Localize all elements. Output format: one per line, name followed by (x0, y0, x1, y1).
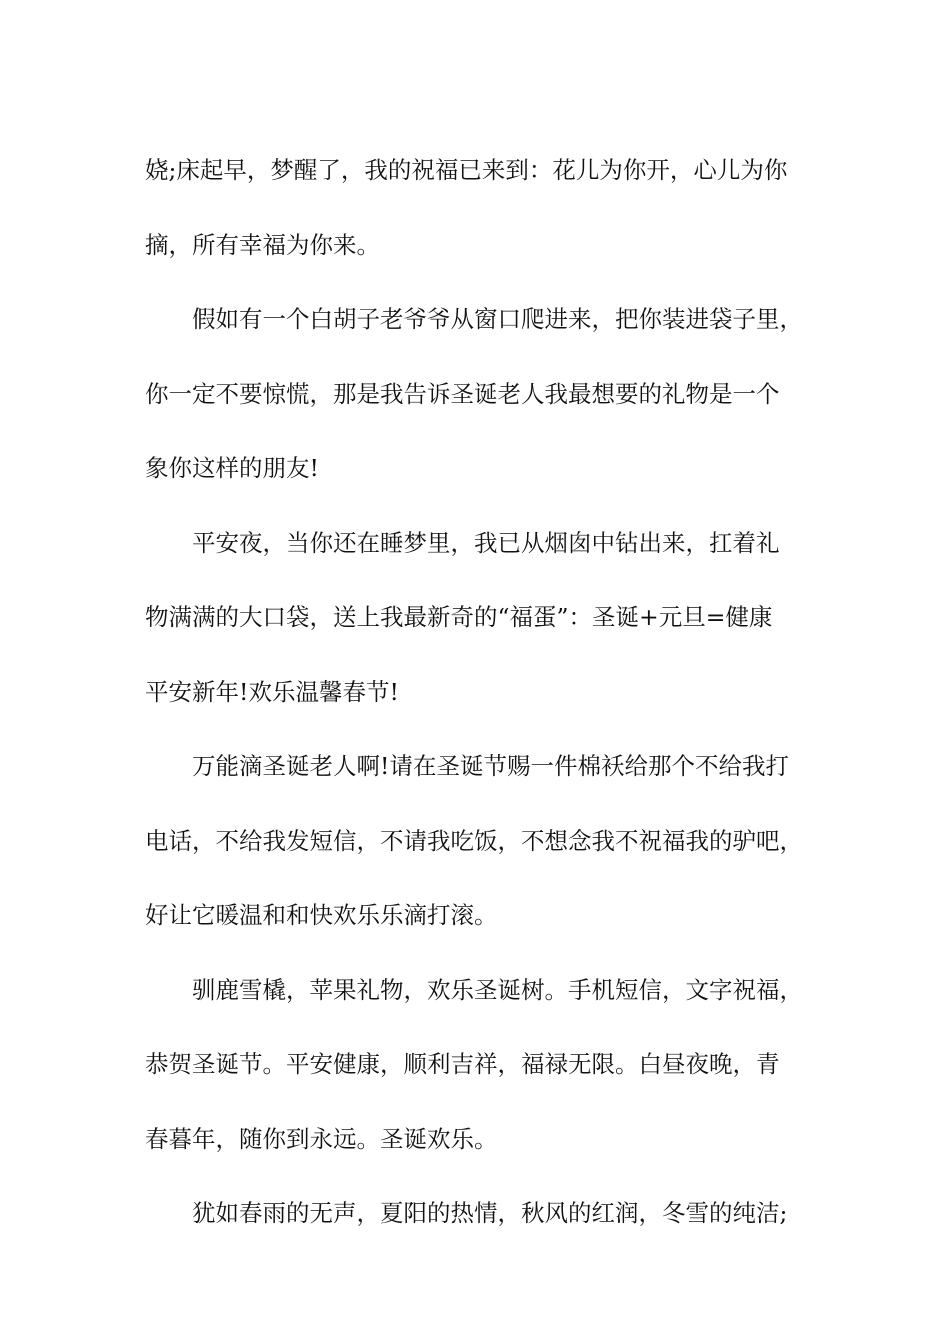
text-line: 平安新年!欢乐温馨春节! (145, 677, 399, 706)
text-line: 你一定不要惊慌，那是我告诉圣诞老人我最想要的礼物是一个 (145, 379, 780, 408)
text-line: 平安夜，当你还在睡梦里，我已从烟囱中钻出来，扛着礼 (192, 528, 780, 557)
text-line: 春暮年，随你到永远。圣诞欢乐。 (145, 1124, 498, 1153)
text-line: 娆;床起早，梦醒了，我的祝福已来到：花儿为你开，心儿为你 (145, 156, 788, 184)
text-line: 物满满的大口袋，送上我最新奇的“福蛋”：圣诞+元旦=健康 (145, 603, 773, 631)
text-line: 犹如春雨的无声，夏阳的热情，秋风的红润，冬雪的纯洁; (192, 1199, 788, 1227)
body-text (145, 133, 825, 1251)
text-line: 电话，不给我发短信，不请我吃饭，不想念我不祝福我的驴吧， (145, 826, 803, 855)
text-line: 好让它暖温和和快欢乐乐滴打滚。 (145, 901, 498, 929)
text-line: 万能滴圣诞老人啊!请在圣诞节赐一件棉袄给那个不给我打 (192, 752, 789, 780)
text-line: 驯鹿雪橇，苹果礼物，欢乐圣诞树。手机短信，文字祝福， (192, 975, 803, 1004)
text-line: 恭贺圣诞节。平安健康，顺利吉祥，福禄无限。白昼夜晚，青 (145, 1050, 780, 1078)
text-line: 象你这样的朋友! (145, 454, 319, 482)
text-line: 假如有一个白胡子老爷爷从窗口爬进来，把你装进袋子里， (192, 305, 803, 333)
text-line: 摘，所有幸福为你来。 (145, 230, 380, 259)
